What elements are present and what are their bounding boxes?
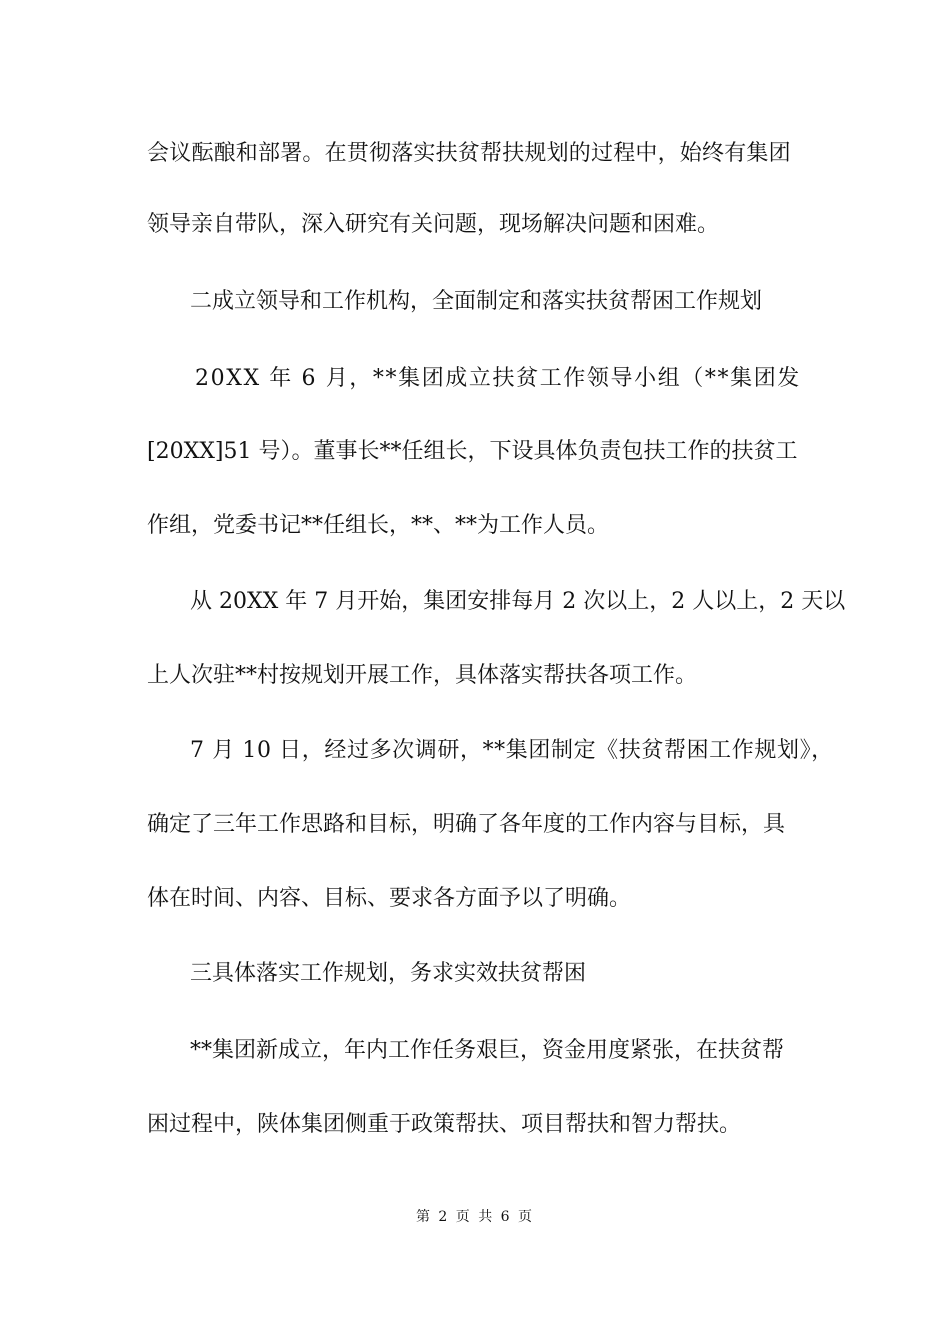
text-line-7: 从 20XX 年 7 月开始，集团安排每月 2 次以上，2 人以上，2 天以 xyxy=(190,589,846,614)
text-line-11: 体在时间、内容、目标、要求各方面予以了明确。 xyxy=(147,886,632,911)
text-line-13: **集团新成立，年内工作任务艰巨，资金用度紧张，在扶贫帮 xyxy=(190,1038,785,1063)
page-footer: 第 2 页 共 6 页 xyxy=(415,1209,535,1225)
text-line-8: 上人次驻**村按规划开展工作，具体落实帮扶各项工作。 xyxy=(147,663,698,688)
text-line-9: 7 月 10 日，经过多次调研，**集团制定《扶贫帮困工作规划》， xyxy=(190,738,834,763)
text-line-4: 20XX 年 6 月，**集团成立扶贫工作领导小组（**集团发 xyxy=(195,366,801,391)
text-line-1: 会议酝酿和部署。在贯彻落实扶贫帮扶规划的过程中，始终有集团 xyxy=(147,141,791,166)
text-line-10: 确定了三年工作思路和目标，明确了各年度的工作内容与目标，具 xyxy=(147,812,786,837)
section-heading-3: 三具体落实工作规划，务求实效扶贫帮困 xyxy=(190,961,587,986)
text-line-14: 困过程中，陕体集团侧重于政策帮扶、项目帮扶和智力帮扶。 xyxy=(147,1112,742,1137)
text-line-6: 作组，党委书记**任组长，**、**为工作人员。 xyxy=(147,513,610,538)
section-heading-2: 二成立领导和工作机构，全面制定和落实扶贫帮困工作规划 xyxy=(190,289,763,314)
text-line-2: 领导亲自带队，深入研究有关问题，现场解决问题和困难。 xyxy=(147,212,720,237)
text-line-5: [20XX]51 号）。董事长**任组长，下设具体负责包扶工作的扶贫工 xyxy=(147,439,798,464)
